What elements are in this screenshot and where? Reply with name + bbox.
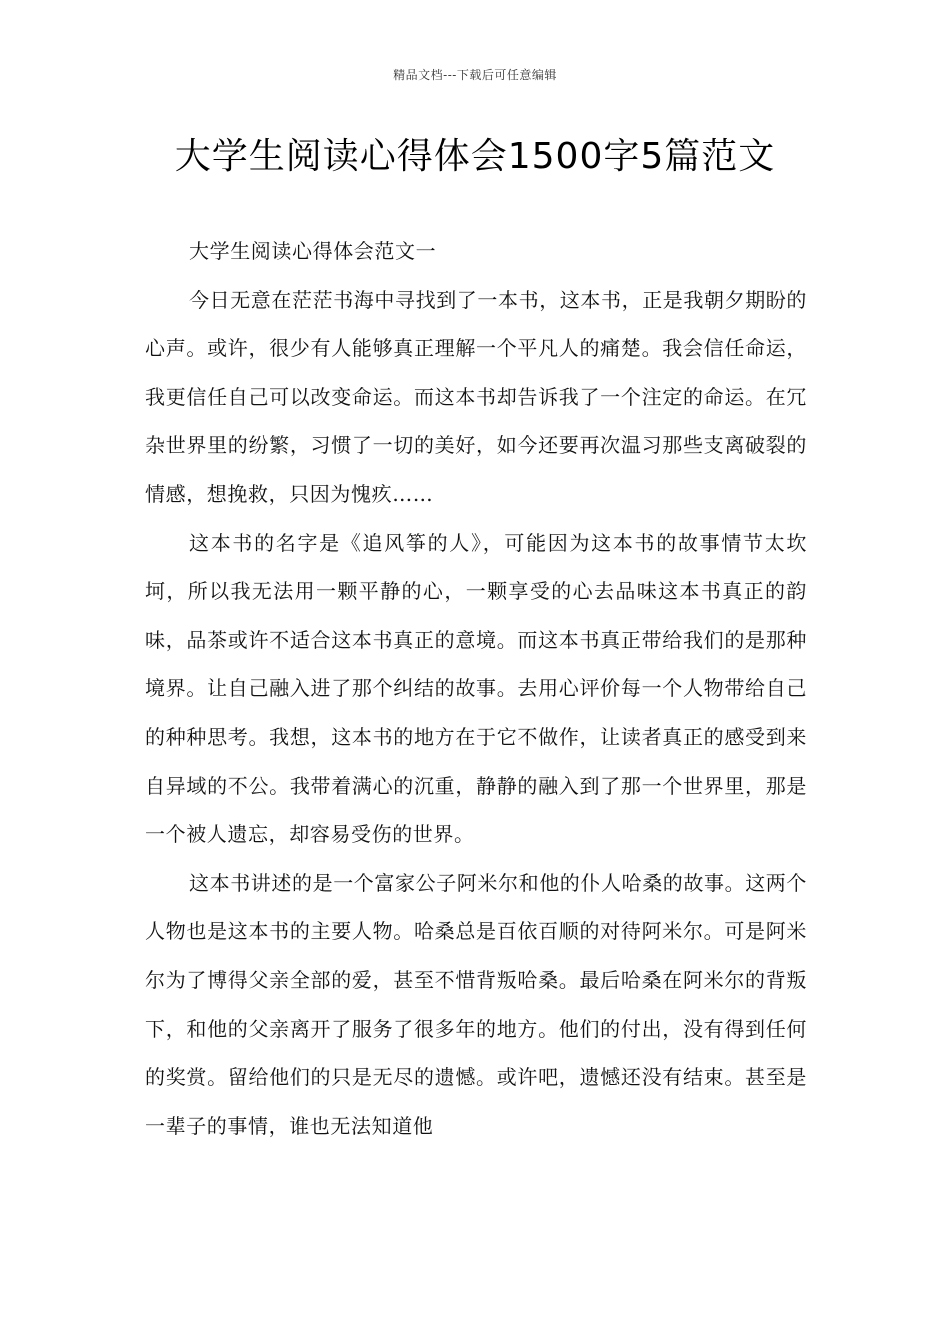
paragraph-2: 这本书的名字是《追风筝的人》，可能因为这本书的故事情节太坎坷，所以我无法用一颗平静的心，一颗享受的心去品味这本书真正的韵味，品茶或许不适合这本书真正的意境。而这本书真正带给我们的是那种境界。让自己融入进了那个纠结的故事。去用心评价每一个人物带给自己的种种思考。我想，这本书的地方在于它不做作，让读者真正的感受到来自异域的不公。我带着满心的沉重，静静的融入到了那一个世界里，那是一个被人遗忘，却容易受伤的世界。 (145, 530, 807, 847)
paragraph-3: 这本书讲述的是一个富家公子阿米尔和他的仆人哈桑的故事。这两个人物也是这本书的主要人物。哈桑总是百依百顺的对待阿米尔。可是阿米尔为了博得父亲全部的爱，甚至不惜背叛哈桑。最后哈桑在阿米尔的背叛下，和他的父亲离开了服务了很多年的地方。他们的付出，没有得到任何的奖赏。留给他们的只是无尽的遗憾。或许吧，遗憾还没有结束。甚至是一辈子的事情，谁也无法知道他 (145, 870, 807, 1138)
paragraph-1: 今日无意在茫茫书海中寻找到了一本书，这本书，正是我朝夕期盼的心声。或许，很少有人能够真正理解一个平凡人的痛楚。我会信任命运，我更信任自己可以改变命运。而这本书却告诉我了一个注定的命运。在冗杂世界里的纷繁，习惯了一切的美好，如今还要再次温习那些支离破裂的情感，想挽救，只因为愧疚…… (145, 287, 807, 506)
document-body (145, 227, 807, 1150)
document-title: 大学生阅读心得体会1500字5篇范文 (174, 136, 776, 177)
header-note: 精品文档---下载后可任意编辑 (393, 68, 557, 82)
section-heading: 大学生阅读心得体会范文一 (189, 239, 437, 263)
